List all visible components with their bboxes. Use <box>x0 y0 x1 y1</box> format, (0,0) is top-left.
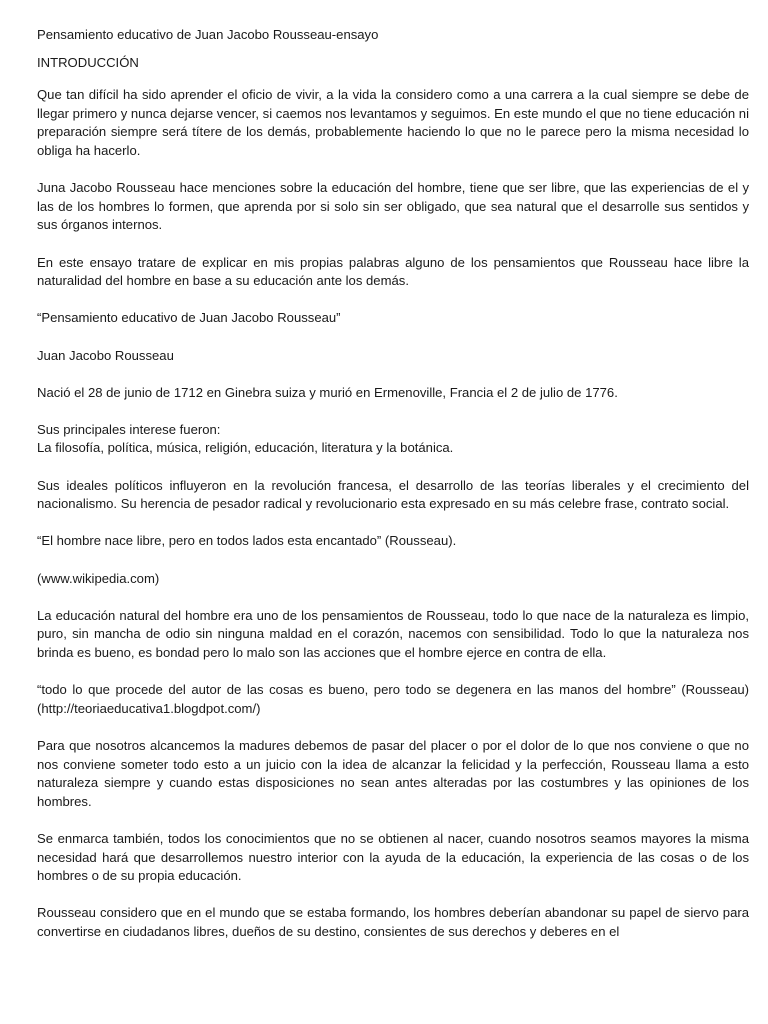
paragraph-education: Juna Jacobo Rousseau hace menciones sobre la educación del hombre, tiene que ser libre, que las experiencias de el y las de los hombres lo formen, que aprenda por si solo sin ser obligado, que sea natural que el desarrolle sus sentidos y sus órganos internos. <box>37 180 749 233</box>
source-citation: (www.wikipedia.com) <box>37 570 160 586</box>
paragraph-citizens: Rousseau considero que en el mundo que se estaba formando, los hombres deberían abandonar su papel de siervo para convertirse en ciudadanos libres, dueños de su destino, consientes de sus derechos y deberes en el <box>37 905 749 939</box>
interests-block <box>37 421 749 458</box>
paragraph-biography: Nació el 28 de junio de 1712 en Ginebra suiza y murió en Ermenoville, Francia el 2 de julio de 1776. <box>37 384 618 400</box>
quote-author-of-things: “todo lo que procede del autor de las cosas es bueno, pero todo se degenera en las manos del hombre” (Rousseau) (http://teoriaeducativa1.blogdpot.com/) <box>37 682 749 716</box>
section-heading: INTRODUCCIÓN <box>37 54 139 70</box>
interests-list: La filosofía, política, música, religión, educación, literatura y la botánica. <box>37 440 454 456</box>
quote-famous-phrase: “El hombre nace libre, pero en todos lados esta encantado” (Rousseau). <box>37 533 457 549</box>
essay-subtitle: “Pensamiento educativo de Juan Jacobo Rousseau” <box>37 310 341 326</box>
paragraph-political-ideals: Sus ideales políticos influyeron en la revolución francesa, el desarrollo de las teorías liberales y el crecimiento del nacionalismo. Su herencia de pesador radical y revolucionario esta expresado en su más celebre frase, contrato social. <box>37 477 749 512</box>
document-title: Pensamiento educativo de Juan Jacobo Rousseau-ensayo <box>37 27 379 42</box>
interests-title: Sus principales interese fueron: <box>37 421 221 437</box>
document-page <box>37 26 749 960</box>
author-name: Juan Jacobo Rousseau <box>37 347 174 363</box>
paragraph-maturity: Para que nosotros alcancemos la madures debemos de pasar del placer o por el dolor de lo que nos conviene o que no nos conviene someter todo esto a un juicio con la idea de alcanzar la felicidad y la perfección, Rousseau llama a esto naturaleza siempre y cuando estas disposiciones no sean antes alteradas por las costumbres y las opiniones de los hombres. <box>37 737 749 809</box>
paragraph-natural-education: La educación natural del hombre era uno de los pensamientos de Rousseau, todo lo que nace de la naturaleza es limpio, puro, sin mancha de odio sin ninguna maldad en el corazón, nacemos con sensibilidad. Todo lo que la naturaleza nos brinda es bueno, es bondad pero lo malo son las acciones que el hombre ejerce en contra de ella. <box>37 607 749 660</box>
paragraph-essay-purpose: En este ensayo tratare de explicar en mis propias palabras alguno de los pensamientos que Rousseau hace libre la naturalidad del hombre en base a su educación ante los demás. <box>37 254 749 289</box>
paragraph-intro: Que tan difícil ha sido aprender el oficio de vivir, a la vida la considero como a una carrera a la cual siempre se debe de llegar primero y nunca dejarse vencer, si caemos nos levantamos y seguimos. En este mundo el que no tiene educación ni preparación siempre será títere de los demás, probablemente haciendo lo que no le parece pero la misma necesidad lo obliga ha hacerlo. <box>37 87 749 158</box>
paragraph-knowledge: Se enmarca también, todos los conocimientos que no se obtienen al nacer, cuando nosotros seamos mayores la misma necesidad hará que desarrollemos nuestro interior con la ayuda de la educación, la experiencia de las cosas o de los hombres o de su propia educación. <box>37 830 749 884</box>
